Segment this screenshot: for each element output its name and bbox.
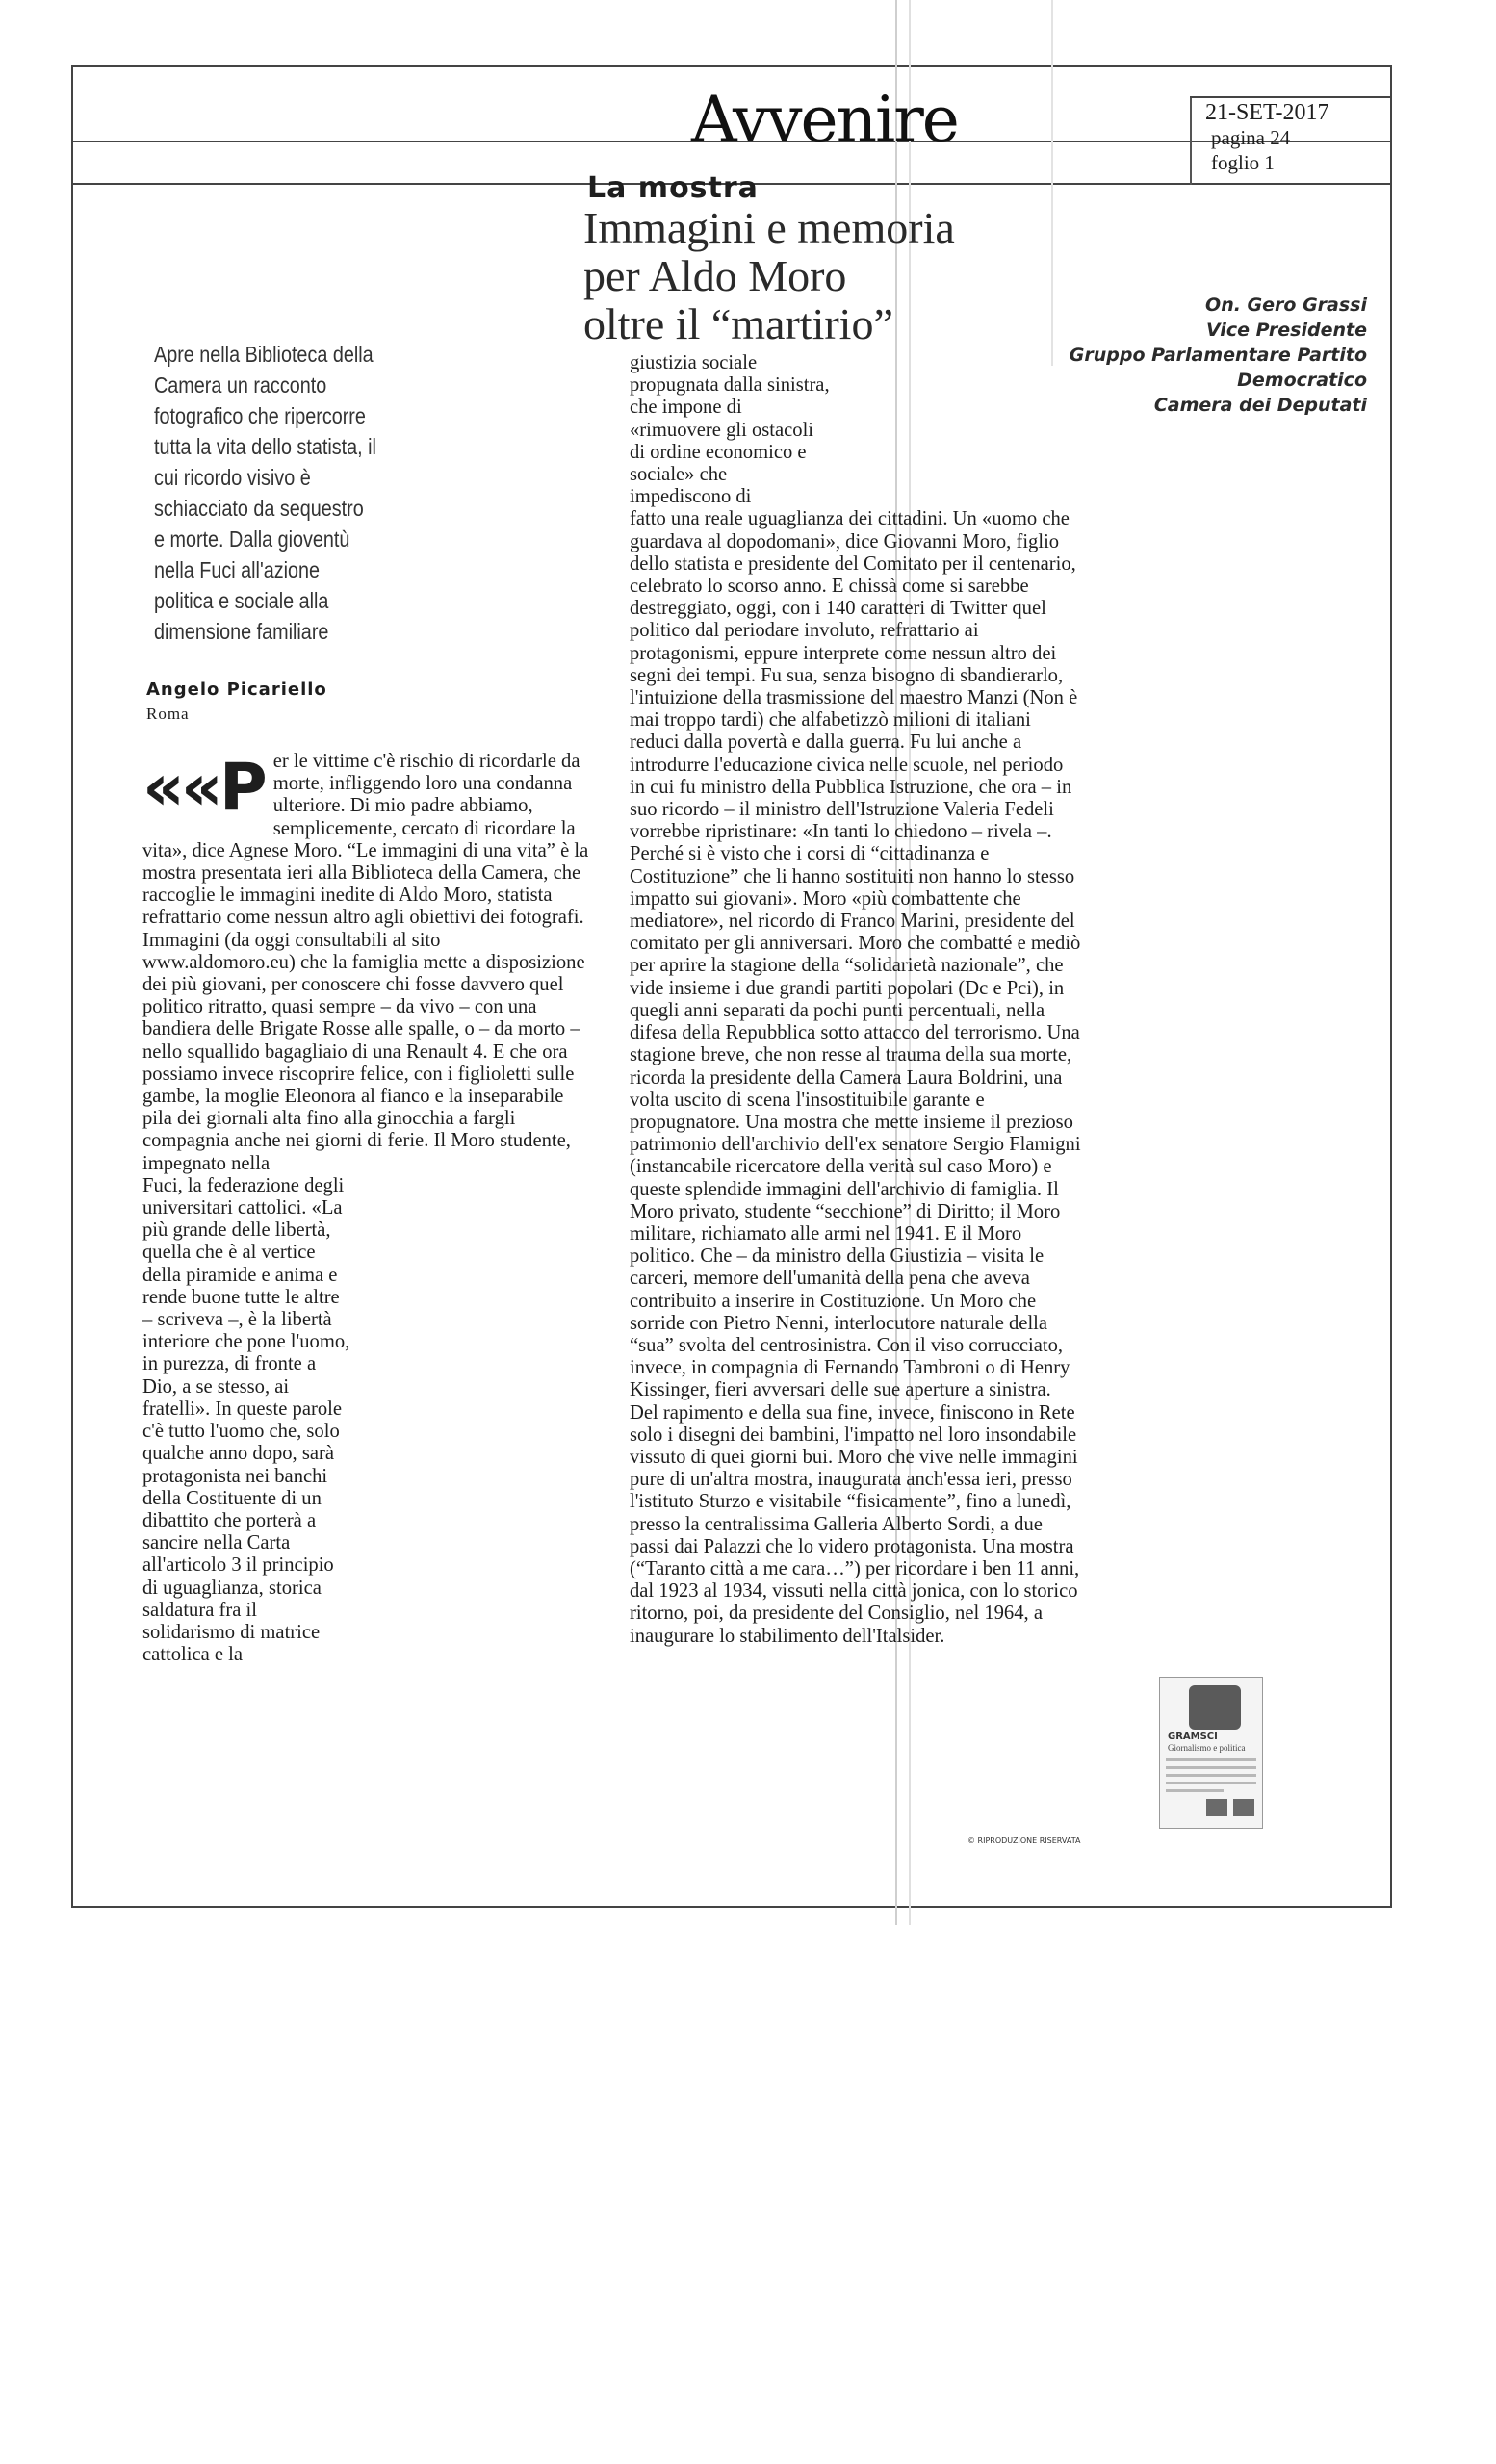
thumbnail-title: GRAMSCI [1168, 1732, 1218, 1742]
portrait-image [1189, 1685, 1241, 1730]
text-line [1166, 1789, 1224, 1792]
headline-line: per Aldo Moro [583, 251, 847, 300]
thumbnail-photo [1233, 1799, 1254, 1816]
stamp-line: Gruppo Parlamentare Partito Democratico [1069, 345, 1367, 391]
article-column-1 [142, 751, 595, 1666]
clipping-date: 21-SET-2017 [1205, 100, 1329, 125]
thumbnail-subtitle: Giornalismo e politica [1168, 1743, 1246, 1753]
stamp-line: On. Gero Grassi [1205, 295, 1367, 316]
text-line [1166, 1758, 1256, 1761]
text-line [1166, 1766, 1256, 1769]
article-summary: Apre nella Biblioteca della Camera un racconto fotografico che ripercorre tutta la vita dello statista, il cui ricordo visivo è schiacciato da sequestro e morte. Dalla gioventù nella Fuci all'azione politica e sociale alla dimensione familiare [154, 342, 376, 644]
article-paragraph: er le vittime c'è rischio di ricordarle da morte, infliggendo loro una condanna ulteriore. Di mio padre abbiamo, semplicemente, cercato di ricordare la vita», dice Agnese Moro. “Le immagini di una vita” è la mostra presentata ieri alla Biblioteca della Camera, che raccoglie le immagini inedite di Aldo Moro, statista refrattario come nessun altro agli obiettivi dei fotografi. Immagini (da oggi consultabili al sito www.aldomoro.eu) che la famiglia mette a disposizione dei più giovani, per conoscere chi fosse davvero quel politico ritratto, quasi sempre – da vivo – con una bandiera delle Brigate Rosse alle spalle, o – da morto – nello squallido bagagliaio di una Renault 4. E che ora possiamo invece riscoprire felice, con i figlioletti sulle gambe, la moglie Eleonora al fianco e la inseparabile pila dei giornali alta fino alla ginocchia a fargli compagnia anche nei giorni di ferie. Il Moro studente, impegnato nella [142, 751, 589, 1174]
article-column-2 [630, 352, 1082, 1648]
article-paragraph-narrow: giustizia sociale propugnata dalla sinistra, che impone di «rimuovere gli ostacoli di ordine economico e sociale» che impediscono di [630, 352, 830, 508]
meta-box-top-rule [1190, 96, 1392, 98]
stamp-line: Vice Presidente [1205, 320, 1367, 341]
headline-line: Immagini e memoria [583, 203, 955, 252]
clipping-metadata [1205, 100, 1340, 175]
page-number: pagina 24 [1211, 126, 1291, 149]
article-paragraph: fatto una reale uguaglianza dei cittadini. Un «uomo che guardava al dopodomani», dice Giovanni Moro, figlio dello statista e presidente del Comitato per il centenario, celebrato lo scorso anno. E chissà come si sarebbe destreggiato, oggi, con i 140 caratteri di Twitter quel politico dal periodare involuto, refrattario ai protagonismi, eppure interprete come nessun altro dei segni dei tempi. Fu sua, senza bisogno di sbandierarlo, l'intuizione della trasmissione del maestro Manzi (Non è mai troppo tardi) che alfabetizzò milioni di italiani reduci dalla povertà e dalla guerra. Fu lui anche a introdurre l'educazione civica nelle scuole, nel periodo in cui fu ministro della Pubblica Istruzione, che ora – in suo ricordo – il ministro dell'Istruzione Valeria Fedeli vorrebbe ripristinare: «In tanti lo chiedono – rivela –. Perché si è visto che i corsi di “cittadinanza e Costituzione” che li hanno sostituiti non hanno lo stesso impatto sui giovani». Moro «più combattente che mediatore», nel ricordo di Franco Marini, presidente del comitato per gli anniversari. Moro che combatté e mediò per aprire la stagione della “solidarietà nazionale”, che vide insieme i due grandi partiti popolari (Dc e Pci), in quegli anni separati da pochi punti percentuali, nella difesa della Repubblica sotto attacco del terrorismo. Una stagione breve, che non resse al trauma della sua morte, ricorda la presidente della Camera Laura Boldrini, una volta uscito di scena l'insostituibile garante e propugnatore. Una mostra che mette insieme il prezioso patrimonio dell'archivio dell'ex senatore Sergio Flamigni (instancabile ricercatore della verità sul caso Moro) e queste splendide immagini dell'archivio di famiglia. Il Moro privato, studente “secchione” di Diritto; il Moro militare, richiamato alle armi nel 1941. E il Moro politico. Che – da ministro della Giustizia – visita le carceri, memore dell'umanità della pena che aveva contribuito a inserire in Costituzione. Un Moro che sorride con Pietro Nenni, interlocutore naturale della “sua” svolta del centrosinistra. Con il viso corrucciato, invece, in compagnia di Fernando Tambroni o di Henry Kissinger, fieri avversari delle sue aperture a sinistra. Del rapimento e della sua fine, invece, finiscono in Rete solo i disegni dei bambini, l'impatto nel loro insondabile vissuto di quei giorni bui. Moro che vive nelle immagini pure di un'altra mostra, inaugurata anch'essa ieri, presso l'istituto Sturzo e visitabile “fisicamente”, fino a lunedì, presso la centralissima Galleria Alberto Sordi, a due passi dai Palazzi che lo videro protagonista. Una mostra (“Taranto città a me cara…”) per ricordare i ben 11 anni, dal 1923 al 1934, vissuti nella città jonica, con lo storico ritorno, poi, da presidente del Consiglio, nel 1964, a inaugurare lo stabilimento dell'Italsider. [630, 508, 1081, 1647]
headline-line: oltre il “martirio” [583, 299, 893, 348]
meta-box-left-rule [1190, 96, 1192, 185]
text-line [1166, 1782, 1256, 1784]
thumbnail-photo [1206, 1799, 1227, 1816]
page-thumbnail [1159, 1677, 1263, 1829]
article-dateline: Roma [146, 705, 190, 723]
article-byline: Angelo Picariello [146, 680, 327, 700]
text-line [1166, 1774, 1256, 1777]
sheet-number: foglio 1 [1211, 151, 1275, 174]
stamp-line: Camera dei Deputati [1153, 395, 1367, 416]
article-paragraph-narrow: Fuci, la federazione degli universitari cattolici. «La più grande delle libertà, quella che è al vertice della piramide e anima e rende buone tutte le altre – scriveva –, è la libertà interiore che pone l'uomo, in purezza, di fronte a Dio, a se stesso, ai fratelli». In queste parole c'è tutto l'uomo che, solo qualche anno dopo, sarà protagonista nei banchi della Costituente di un dibattito che porterà a sancire nella Carta all'articolo 3 il principio di uguaglianza, storica saldatura fra il solidarismo di matrice cattolica e la [142, 1174, 350, 1666]
drop-cap: ««P [142, 750, 264, 826]
article-kicker: La mostra [587, 171, 759, 205]
newspaper-masthead: Avvenire [691, 83, 958, 157]
copyright-notice: © RIPRODUZIONE RISERVATA [967, 1836, 1081, 1845]
